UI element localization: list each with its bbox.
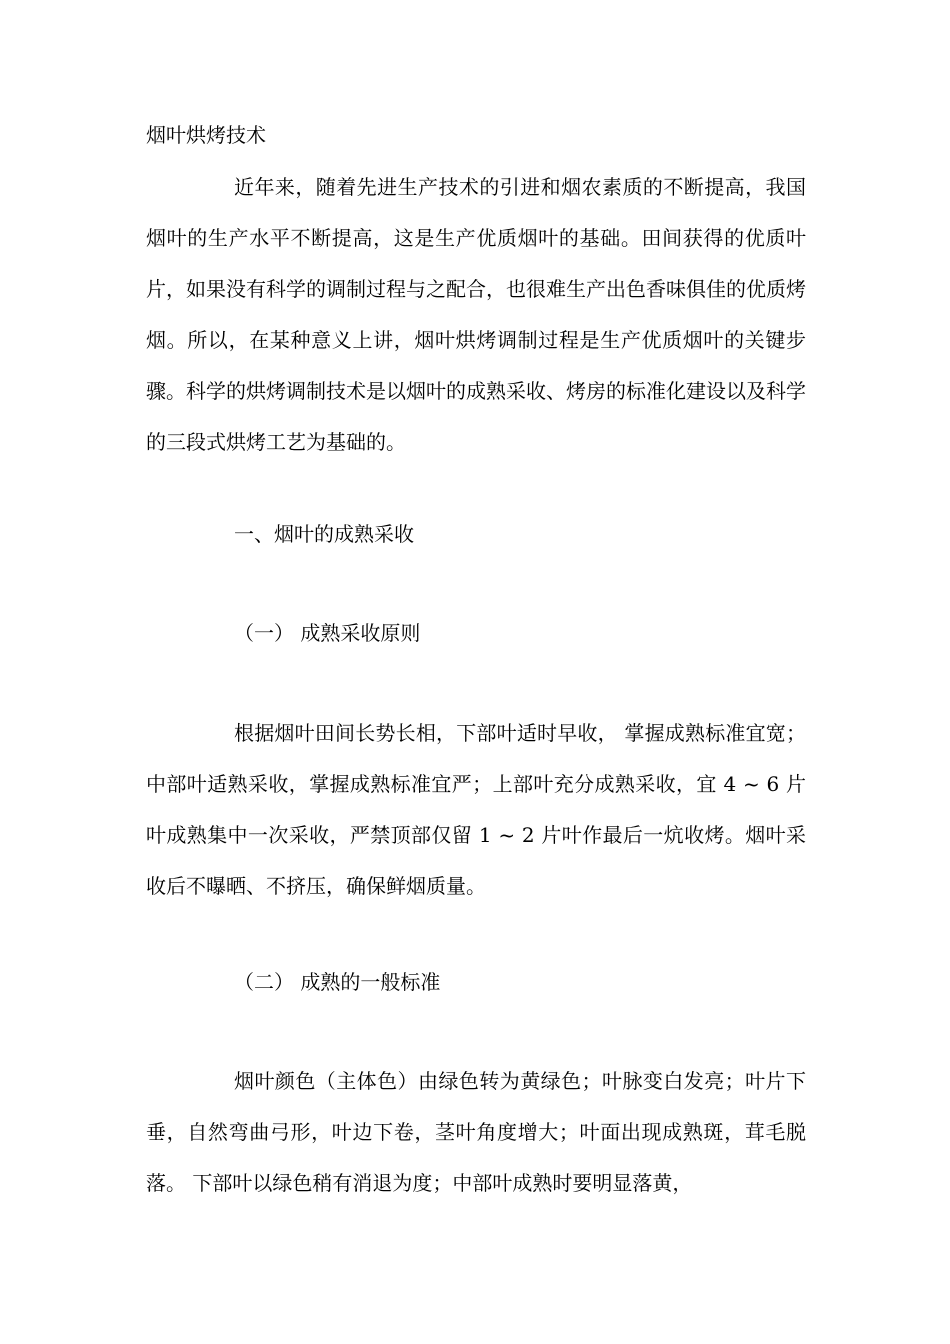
section-heading-harvest: 一、烟叶的成熟采收 — [234, 522, 414, 546]
subsection-heading-principles: （一） 成熟采收原则 — [234, 621, 421, 645]
maturity-standards-paragraph: 烟叶颜色（主体色）由绿色转为黄绿色；叶脉变白发亮；叶片下垂，自然弯曲弓形，叶边下卷，茎叶角度增大；叶面出现成熟斑，茸毛脱落。 下部叶以绿色稍有消退为度；中部叶成熟时要明显落黄， — [146, 1069, 806, 1195]
subsection-heading-standards: （二） 成熟的一般标准 — [234, 970, 441, 994]
intro-paragraph: 近年来，随着先进生产技术的引进和烟农素质的不断提高，我国烟叶的生产水平不断提高，这是生产优质烟叶的基础。田间获得的优质叶片，如果没有科学的调制过程与之配合，也很难生产出色香味俱佳的优质烤烟。所以，在某种意义上讲，烟叶烘烤调制过程是生产优质烟叶的关键步骤。科学的烘烤调制技术是以烟叶的成熟采收、烤房的标准化建设以及科学的三段式烘烤工艺为基础的。 — [146, 175, 806, 454]
harvest-principles-paragraph: 根据烟叶田间长势长相，下部叶适时早收， 掌握成熟标准宜宽；中部叶适熟采收，掌握成熟标准宜严；上部叶充分成熟采收，宜 4 ~ 6 片叶成熟集中一次采收，严禁顶部仅留 1 ~ 2 片叶作最后一炕收烤。烟叶采收后不曝晒、不挤压，确保鲜烟质量。 — [146, 721, 806, 898]
document-title: 烟叶烘烤技术 — [146, 123, 266, 147]
